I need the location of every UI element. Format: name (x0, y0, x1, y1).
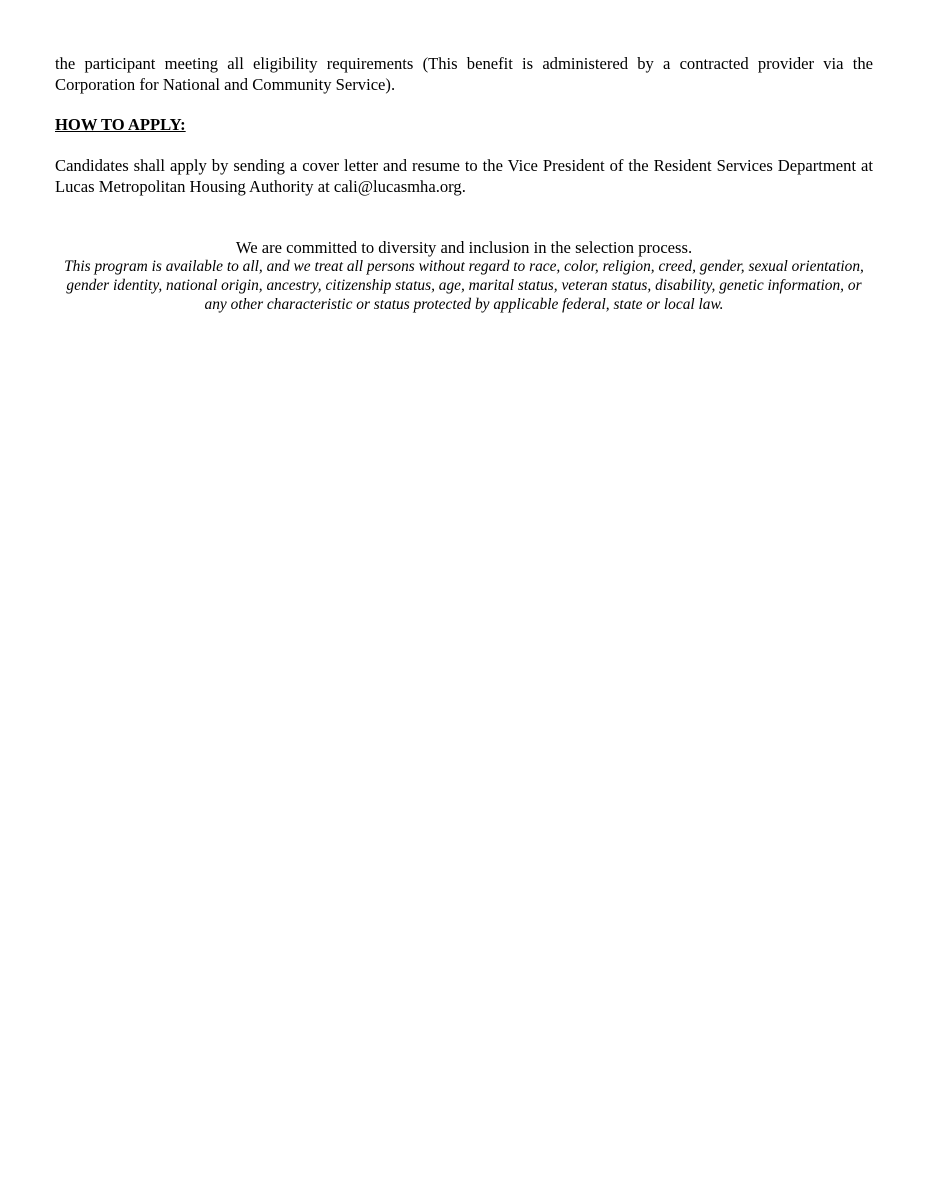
how-to-apply-heading: HOW TO APPLY: (55, 115, 186, 134)
how-to-apply-paragraph: Candidates shall apply by sending a cover letter and resume to the Vice President of the Resident Services Department at Lucas Metropolitan Housing Authority at cali@lucasmha.org. (55, 156, 873, 196)
benefit-paragraph: the participant meeting all eligibility requirements (This benefit is administered by a contracted provider via the Corporation for National and Community Service). (55, 54, 873, 94)
diversity-notice (55, 238, 873, 314)
diversity-commitment-line: We are committed to diversity and inclusion in the selection process. (235, 238, 693, 257)
document-body (55, 53, 873, 314)
non-discrimination-statement: This program is available to all, and we treat all persons without regard to race, color, religion, creed, gender, sexual orientation, gender identity, national origin, ancestry, citizenship status, age, marital status, veteran status, disability, genetic information, or any other characteristic or status protected by applicable federal, state or local law. (64, 258, 864, 313)
